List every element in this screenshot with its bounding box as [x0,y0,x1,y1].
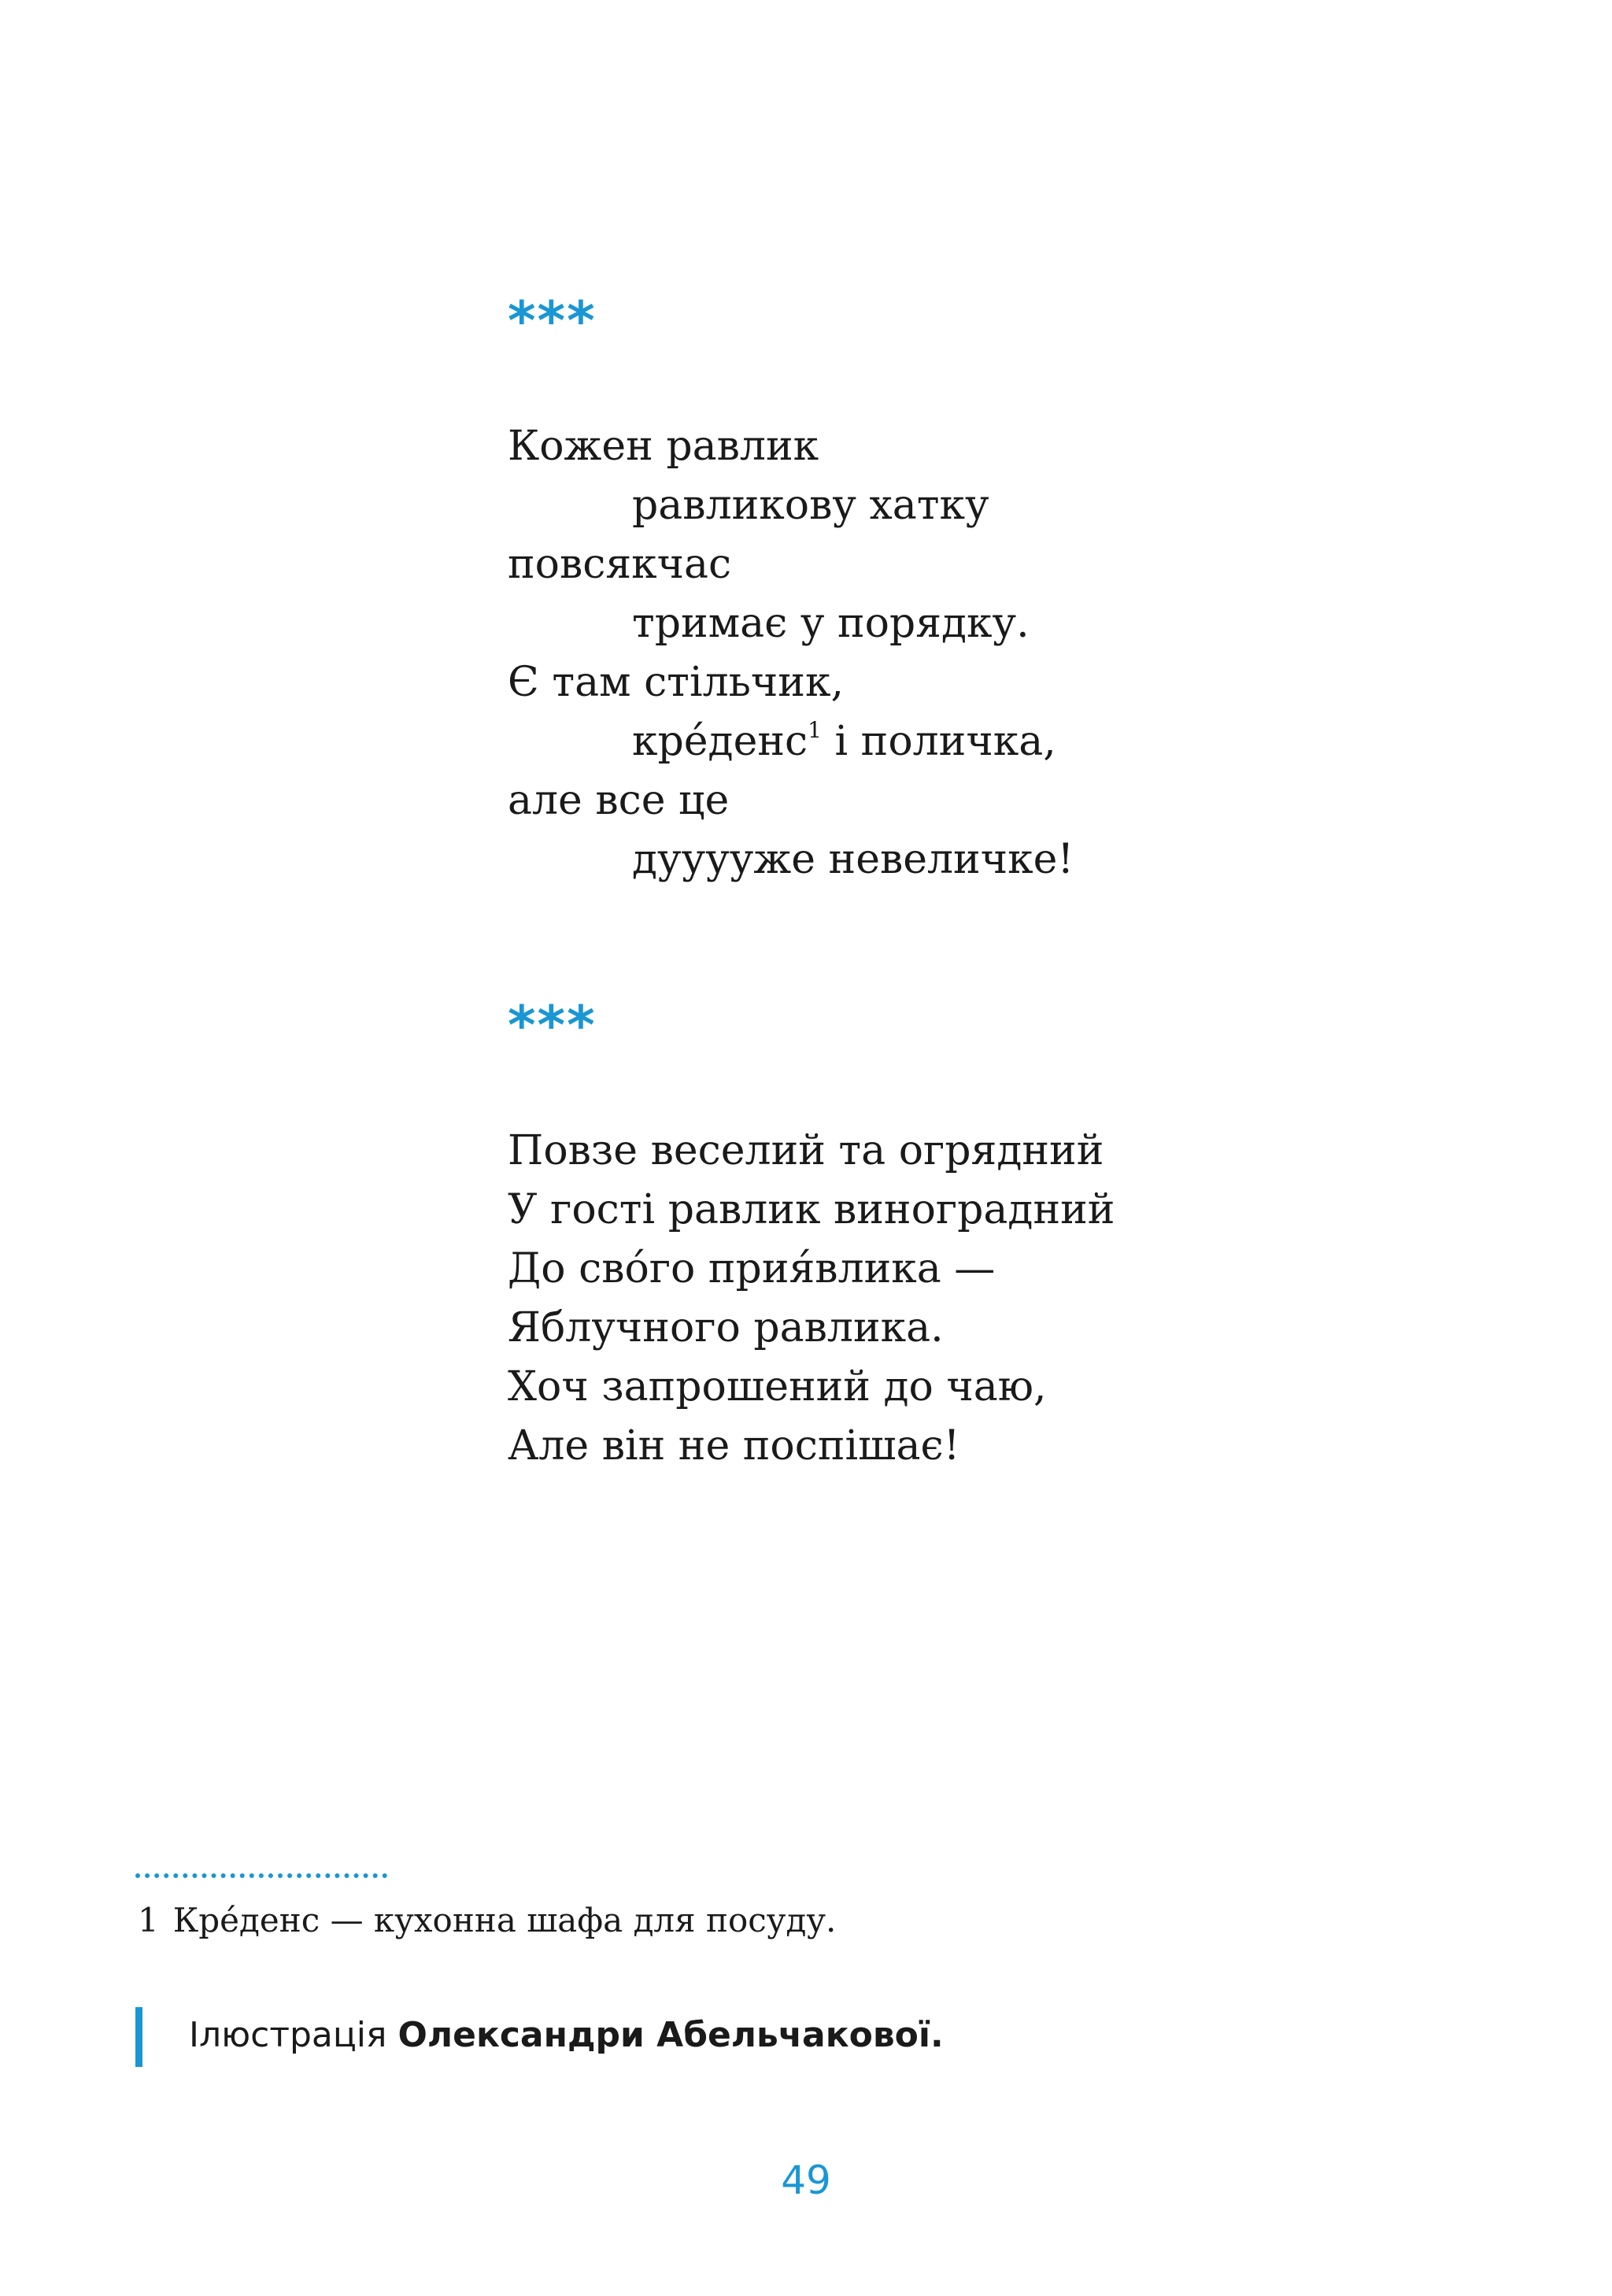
poem-line-text: кре́денс [632,718,808,765]
footnote-text: Кре́денс — кухонна шафа для посуду. [172,1901,837,1939]
poem-line-text: і поличка, [821,718,1056,765]
poem-line: Повзе веселий та огрядний [508,1127,1104,1174]
poem-line: равликову хатку [632,482,989,529]
poem-line: Хоч запрошений до чаю, [508,1363,1047,1411]
footnote [138,1897,836,1944]
poem-1 [508,417,1074,889]
poem-line: Яблучного равлика. [508,1304,944,1351]
poem-line: тримає у порядку. [632,600,1030,647]
poem-line: дууууже невеличке! [632,836,1074,883]
poem-line: До сво́го прия́влика — [508,1245,996,1292]
footnote-marker: 1 [808,717,822,743]
poem-line: але все це [508,777,730,824]
poem-line: Але він не поспішає! [508,1422,960,1470]
credit-accent-bar [135,2007,142,2067]
poem-line [508,712,1074,771]
illustration-credit [189,2010,944,2061]
poem-2-separator: *** [508,995,597,1057]
credit-name: Олександри Абельчакової. [397,2015,944,2055]
credit-prefix: Ілюстрація [189,2015,398,2055]
poem-line: У гості равлик виноградний [508,1186,1115,1233]
poem-1-separator: *** [508,290,597,353]
poem-line: повсякчас [508,541,732,588]
poem-2 [508,1122,1115,1476]
page-number: 49 [781,2157,831,2203]
poem-line: Кожен равлик [508,423,819,470]
footnote-divider [135,1873,387,1878]
footnote-number: 1 [138,1901,159,1939]
poem-line: Є там стільчик, [508,659,844,706]
